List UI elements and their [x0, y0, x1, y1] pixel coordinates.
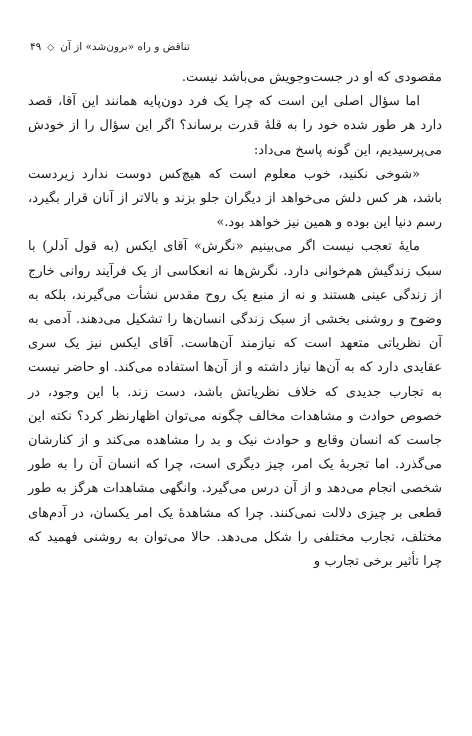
paragraph: اما سؤال اصلی این است که چرا یک فرد دون‌پایه همانند این آقا، قصد دارد هر طور شده خود را به قلهٔ قدرت برساند؟ اگر این سؤال را از خودش می‌پرسیدیم، این گونه پاسخ می‌داد: [28, 94, 442, 158]
body-text [28, 66, 442, 574]
quoted-paragraph: «شوخی نکنید، خوب معلوم است که هیچ‌کس دوست ندارد زیردست باشد، هر کس دلش می‌خواهد از دیگران جلو بزند و بالاتر از آنان قرار بگیرد، رسم دنیا این بوده و همین نیز خواهد بود.» [28, 166, 442, 231]
page-number: ۴۹ [30, 41, 42, 53]
paragraph: مایهٔ تعجب نیست اگر می‌بینیم «نگرش» آقای ایکس (به قول آدلر) با سبک زندگیش هم‌خوانی دارد. نگرش‌ها نه انعکاسی از یک فرآیند روانی خارج از زندگی عینی هستند و نه از منبع یک روح مقدس نشأت می‌گیرند، بلکه به وضوح و روشنی بخشی از سبک زندگی انسان‌ها را تشکیل می‌دهند. آدمی به آن نظریاتی متعهد است که نیازمند آن‌هاست. آقای ایکس نیز یک سری عقایدی دارد که به آن‌ها نیاز داشته و از آن‌ها استفاده می‌کند. او حاضر نیست به تجارب جدیدی که خلاف نظریاتش باشد، دست زند. با این وجود، در خصوص حوادث و مشاهدات مخالف چگونه می‌توان اظهارنظر کرد؟ نکته این جاست که انسان وقایع و حوادث نیک و بد را مشاهده می‌کند و از کنارشان می‌گذرد. اما تجربهٔ یک امر، چیز دیگری است، چرا که انسان آن را به طور شخصی انجام می‌دهد و از آن درس می‌گیرد. وانگهی مشاهدات هرگز به طور قطعی بر چیزی دلالت نمی‌کنند. چرا که مشاهدهٔ یک امر یکسان، در آدم‌های مختلف، تجارب مختلفی را شکل می‌دهد. حالا می‌توان به روشنی فهمید که چرا تأثیر برخی تجارب و [28, 239, 442, 570]
diamond-icon: ◇ [47, 43, 55, 53]
running-head-title: تناقض و راه «برون‌شد» از آن [60, 41, 190, 53]
running-head [30, 40, 442, 55]
paragraph: مقصودی که او در جست‌وجویش می‌باشد نیست. [181, 70, 442, 85]
